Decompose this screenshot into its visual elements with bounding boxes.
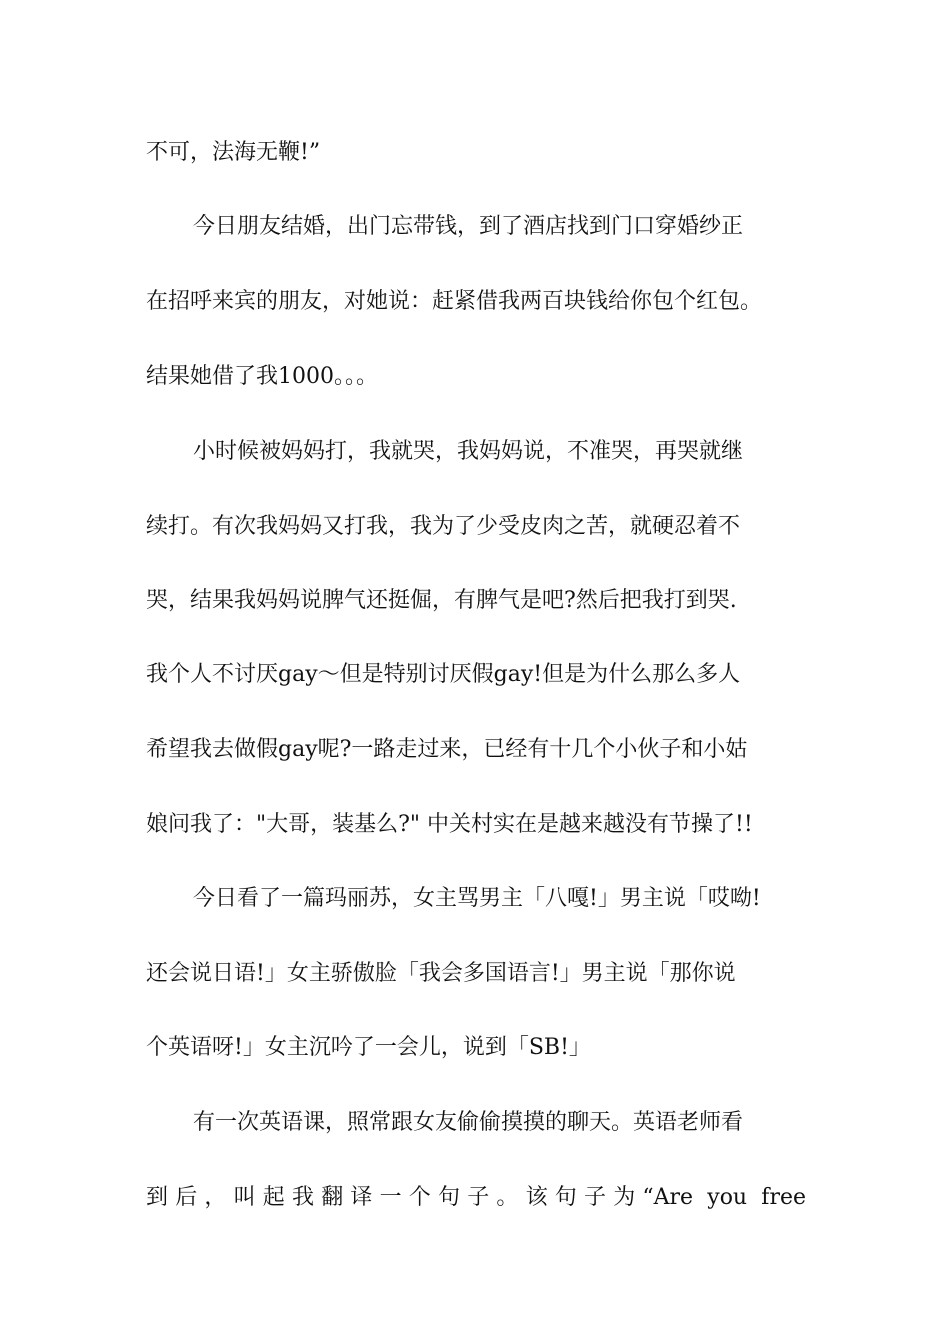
paragraph-first-line: 今日朋友结婚，出门忘带钱，到了酒店找到门口穿婚纱正 xyxy=(193,214,744,239)
paragraph-first-line: 有一次英语课，照常跟女友偷偷摸摸的聊天。英语老师看 xyxy=(193,1110,744,1135)
text-line: 还会说日语!」女主骄傲脸「我会多国语言!」男主说「那你说 xyxy=(146,961,736,986)
text-line: 个英语呀!」女主沉吟了一会儿，说到「SB!」 xyxy=(146,1035,591,1060)
paragraph-first-line: 小时候被妈妈打，我就哭，我妈妈说，不准哭，再哭就继 xyxy=(193,439,744,464)
text-line: 希望我去做假gay呢?一路走过来，已经有十几个小伙子和小姑 xyxy=(146,737,748,762)
text-line: 结果她借了我1000。。。 xyxy=(146,364,378,389)
text-line: 续打。有次我妈妈又打我，我为了少受皮肉之苦，就硬忍着不 xyxy=(146,514,741,539)
paragraph-first-line: 今日看了一篇玛丽苏，女主骂男主「八嘎!」男主说「哎呦! xyxy=(193,886,761,911)
text-line: 我个人不讨厌gay～但是特别讨厌假gay!但是为什么那么多人 xyxy=(146,662,741,687)
text-line: 哭，结果我妈妈说脾气还挺倔，有脾气是吧?然后把我打到哭. xyxy=(146,588,737,613)
text-line: 娘问我了："大哥，装基么?" 中关村实在是越来越没有节操了!! xyxy=(146,812,753,837)
text-line: 不可，法海无鞭!” xyxy=(146,140,321,165)
text-line: 到后，叫起我翻译一个句子。该句子为“Are you free xyxy=(146,1185,806,1210)
text-line: 在招呼来宾的朋友，对她说：赶紧借我两百块钱给你包个红包。 xyxy=(146,289,763,314)
